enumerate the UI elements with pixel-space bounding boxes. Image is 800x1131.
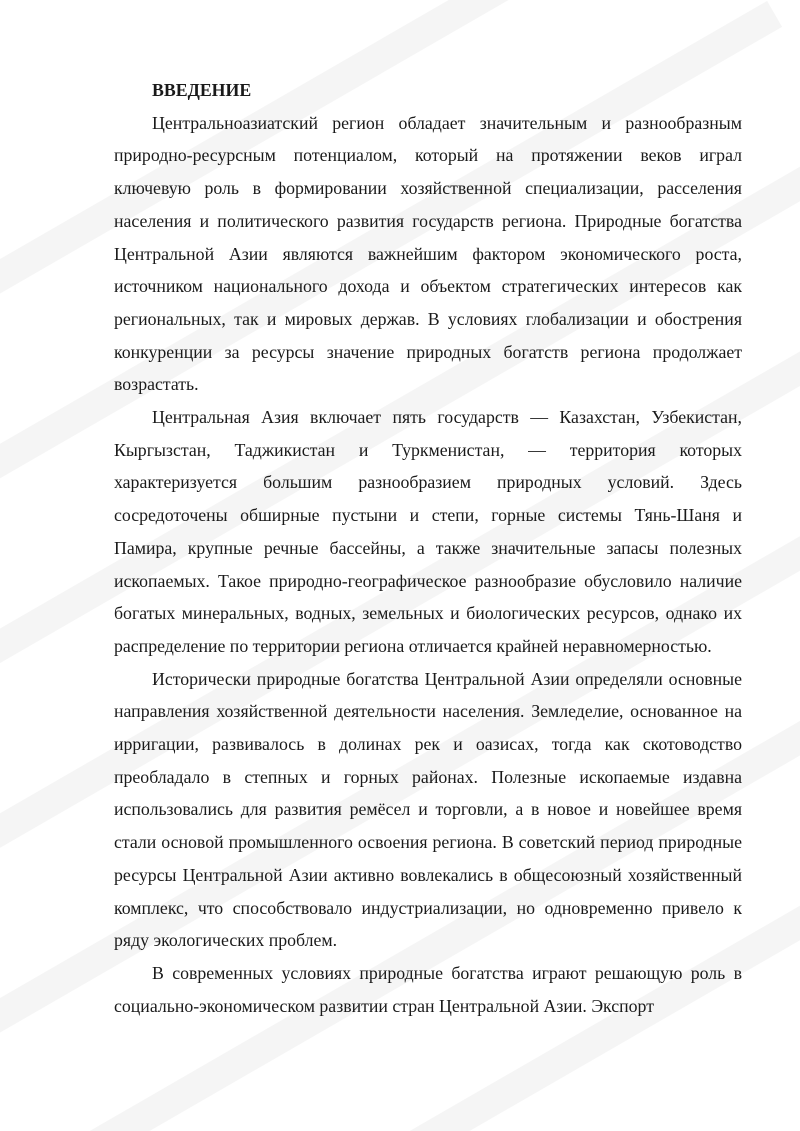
paragraph: В современных условиях природные богатства играют решающую роль в социально-экономическом развитии стран Центральной Азии. Экспорт	[114, 962, 742, 1016]
document-body	[114, 74, 742, 1022]
paragraph: Центральная Азия включает пять государств — Казахстан, Узбекистан, Кыргызстан, Таджикистан и Туркменистан, — территория которых характеризуется большим разнообразием природных условий. Здесь сосредоточены обширные пустыни и степи, горные системы Тянь-Шаня и Памира, крупные речные бассейны, а также значительные запасы полезных ископаемых. Такое природно-географическое разнообразие обусловило наличие богатых минеральных, водных, земельных и биологических ресурсов, однако их распределение по территории региона отличается крайней неравномерностью.	[114, 407, 742, 656]
section-heading: ВВЕДЕНИЕ	[152, 80, 252, 100]
paragraph: Исторически природные богатства Центральной Азии определяли основные направления хозяйственной деятельности населения. Земледелие, основанное на ирригации, развивалось в долинах рек и оазисах, тогда как скотоводство преобладало в степных и горных районах. Полезные ископаемые издавна использовались для развития ремёсел и торговли, а в новое и новейшее время стали основой промышленного освоения региона. В советский период природные ресурсы Центральной Азии активно вовлекались в общесоюзный хозяйственный комплекс, что способствовало индустриализации, но одновременно привело к ряду экологических проблем.	[114, 668, 742, 951]
paragraph: Центральноазиатский регион обладает значительным и разнообразным природно-ресурсным потенциалом, который на протяжении веков играл ключевую роль в формировании хозяйственной специализации, расселения населения и политического развития государств региона. Природные богатства Центральной Азии являются важнейшим фактором экономического роста, источником национального дохода и объектом стратегических интересов как региональных, так и мировых держав. В условиях глобализации и обострения конкуренции за ресурсы значение природных богатств региона продолжает возрастать.	[114, 112, 742, 395]
